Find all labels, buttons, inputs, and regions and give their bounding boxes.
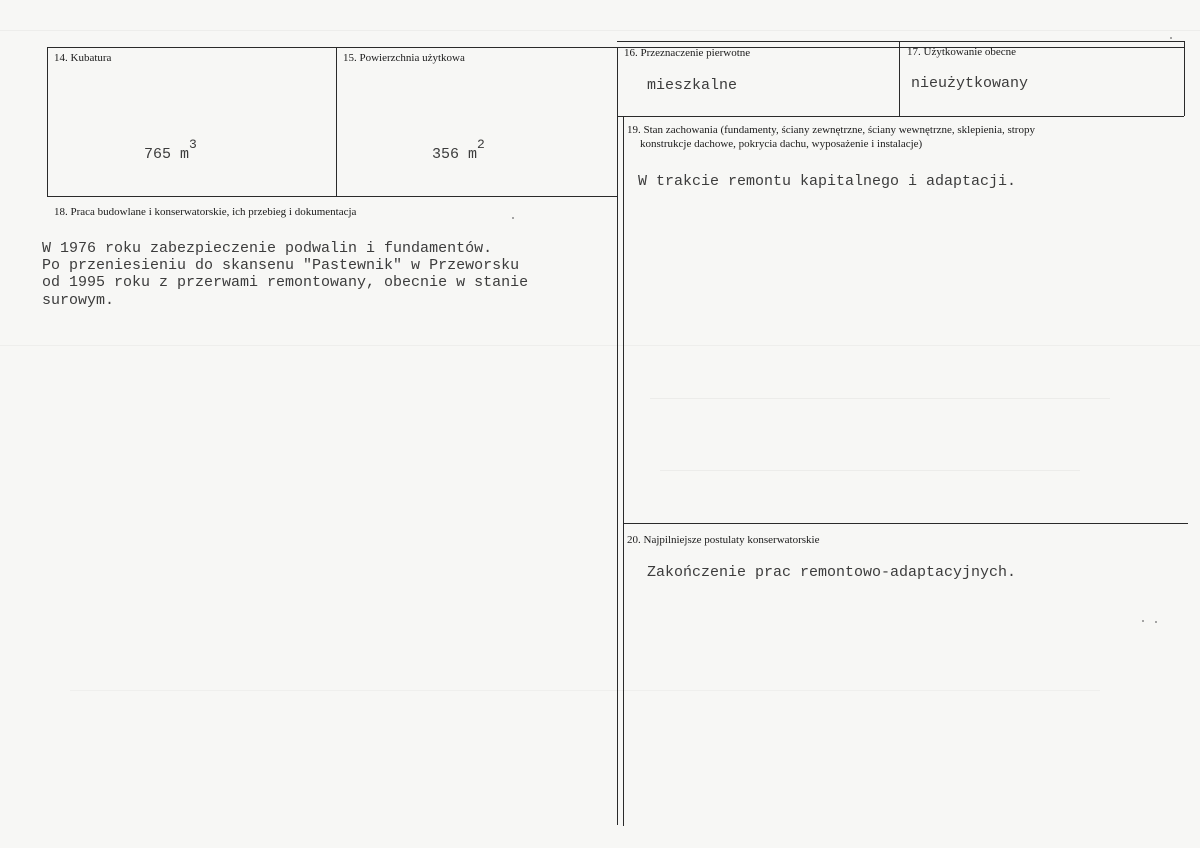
divider-14-15 (336, 47, 337, 197)
scan-artifact-line (660, 470, 1080, 471)
form-left-border (47, 47, 48, 197)
right-top-border (617, 41, 1184, 42)
field-17-value: nieużytkowany (911, 75, 1029, 92)
divider-19-20 (623, 523, 1188, 524)
form-right-border (1184, 41, 1185, 116)
field-19-value: W trakcie remontu kapitalnego i adaptacji. (638, 173, 1017, 190)
divider-14-18 (47, 196, 617, 197)
scan-speck (1170, 37, 1172, 39)
field-16-label: 16. Przeznaczenie pierwotne (624, 47, 751, 59)
field-14-label: 14. Kubatura (54, 52, 112, 64)
kubatura-superscript: 3 (189, 137, 197, 152)
field-18-line-3: od 1995 roku z przerwami remontowany, obecnie w stanie (42, 274, 529, 291)
field-19-label-line-1: 19. Stan zachowania (fundamenty, ściany zewnętrzne, ściany wewnętrzne, sklepienia, stropy (627, 124, 1035, 136)
field-15-label: 15. Powierzchnia użytkowa (343, 52, 465, 64)
kubatura-number: 765 m (144, 146, 190, 163)
scan-artifact-line (0, 30, 1200, 31)
field-18-line-2: Po przeniesieniu do skansenu "Pastewnik" w Przeworsku (42, 257, 520, 274)
right-section-left-border (623, 116, 624, 826)
field-14-value (144, 137, 197, 163)
scan-artifact-line (0, 345, 1200, 346)
scan-artifact-line (650, 398, 1110, 399)
field-18-line-1: W 1976 roku zabezpieczenie podwalin i fundamentów. (42, 240, 493, 257)
divider-16-19 (617, 116, 1184, 117)
field-17-label: 17. Użytkowanie obecne (907, 46, 1017, 58)
field-20-label: 20. Najpilniejsze postulaty konserwatorskie (627, 534, 820, 546)
field-16-value: mieszkalne (647, 77, 738, 94)
scan-artifact-line (70, 690, 1100, 691)
scan-speck (1142, 620, 1144, 622)
divider-16-17 (899, 41, 900, 116)
field-20-value: Zakończenie prac remontowo-adaptacyjnych. (647, 564, 1017, 581)
scan-speck (512, 217, 514, 219)
field-18-label: 18. Praca budowlane i konserwatorskie, ich przebieg i dokumentacja (54, 206, 357, 218)
area-superscript: 2 (477, 137, 485, 152)
field-19-label-line-2: konstrukcje dachowe, pokrycia dachu, wyposażenie i instalacje) (640, 138, 923, 150)
field-15-value (432, 137, 485, 163)
center-divider (617, 47, 618, 825)
field-18-line-4: surowym. (42, 292, 115, 309)
scan-speck (1155, 621, 1157, 623)
area-number: 356 m (432, 146, 478, 163)
